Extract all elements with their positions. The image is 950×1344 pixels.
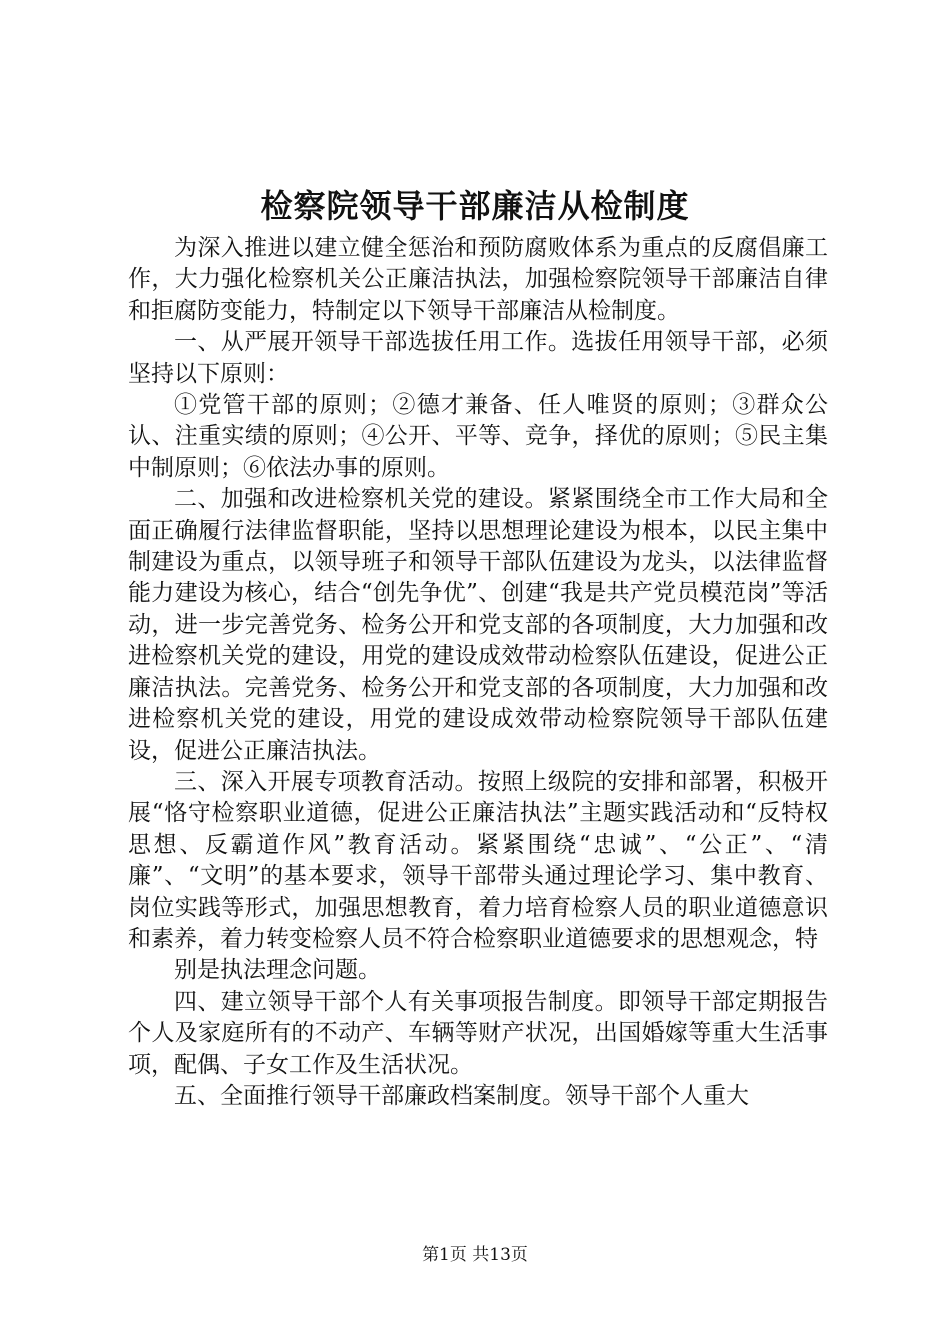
paragraph-section-3-continued: 别是执法理念问题。 [174, 957, 381, 984]
page-number: 第1页 共13页 [422, 1245, 528, 1265]
paragraph-principles: ①党管干部的原则；②德才兼备、任人唯贤的原则；③群众公认、注重实绩的原则；④公开、平等、竞争，择优的原则；⑤民主集中制原则；⑥依法办事的原则。 [128, 392, 828, 481]
page-footer [0, 1243, 950, 1267]
paragraph-intro: 为深入推进以建立健全惩治和预防腐败体系为重点的反腐倡廉工作，大力强化检察机关公正廉洁执法，加强检察院领导干部廉洁自律和拒腐防变能力，特制定以下领导干部廉洁从检制度。 [128, 235, 828, 324]
paragraph-section-1: 一、从严展开领导干部选拔任用工作。选拔任用领导干部，必须坚持以下原则： [128, 329, 828, 387]
paragraph-section-2: 二、加强和改进检察机关党的建设。紧紧围绕全市工作大局和全面正确履行法律监督职能，坚持以思想理论建设为根本，以民主集中制建设为重点，以领导班子和领导干部队伍建设为龙头，以法律监督能力建设为核心，结合“创先争优”、创建“我是共产党员模范岗”等活动，进一步完善党务、检务公开和党支部的各项制度，大力加强和改进检察机关党的建设，用党的建设成效带动检察队伍建设，促进公正廉洁执法。完善党务、检务公开和党支部的各项制度，大力加强和改进检察机关党的建设，用党的建设成效带动检察院领导干部队伍建设，促进公正廉洁执法。 [128, 486, 828, 764]
document-title: 检察院领导干部廉洁从检制度 [260, 187, 690, 225]
paragraph-section-4: 四、建立领导干部个人有关事项报告制度。即领导干部定期报告个人及家庭所有的不动产、车辆等财产状况，出国婚嫁等重大生活事项，配偶、子女工作及生活状况。 [128, 988, 828, 1078]
paragraph-section-3: 三、深入开展专项教育活动。按照上级院的安排和部署，积极开展“恪守检察职业道德，促进公正廉洁执法”主题实践活动和“反特权思想、反霸道作风”教育活动。紧紧围绕“忠诚”、“公正”、“清廉”、“文明”的基本要求，领导干部带头通过理论学习、集中教育、岗位实践等形式，加强思想教育，着力培育检察人员的职业道德意识和素养，着力转变检察人员不符合检察职业道德要求的思想观念，特 [128, 768, 828, 952]
paragraph-section-5: 五、全面推行领导干部廉政档案制度。领导干部个人重大 [174, 1082, 749, 1109]
document-body [128, 233, 828, 1112]
